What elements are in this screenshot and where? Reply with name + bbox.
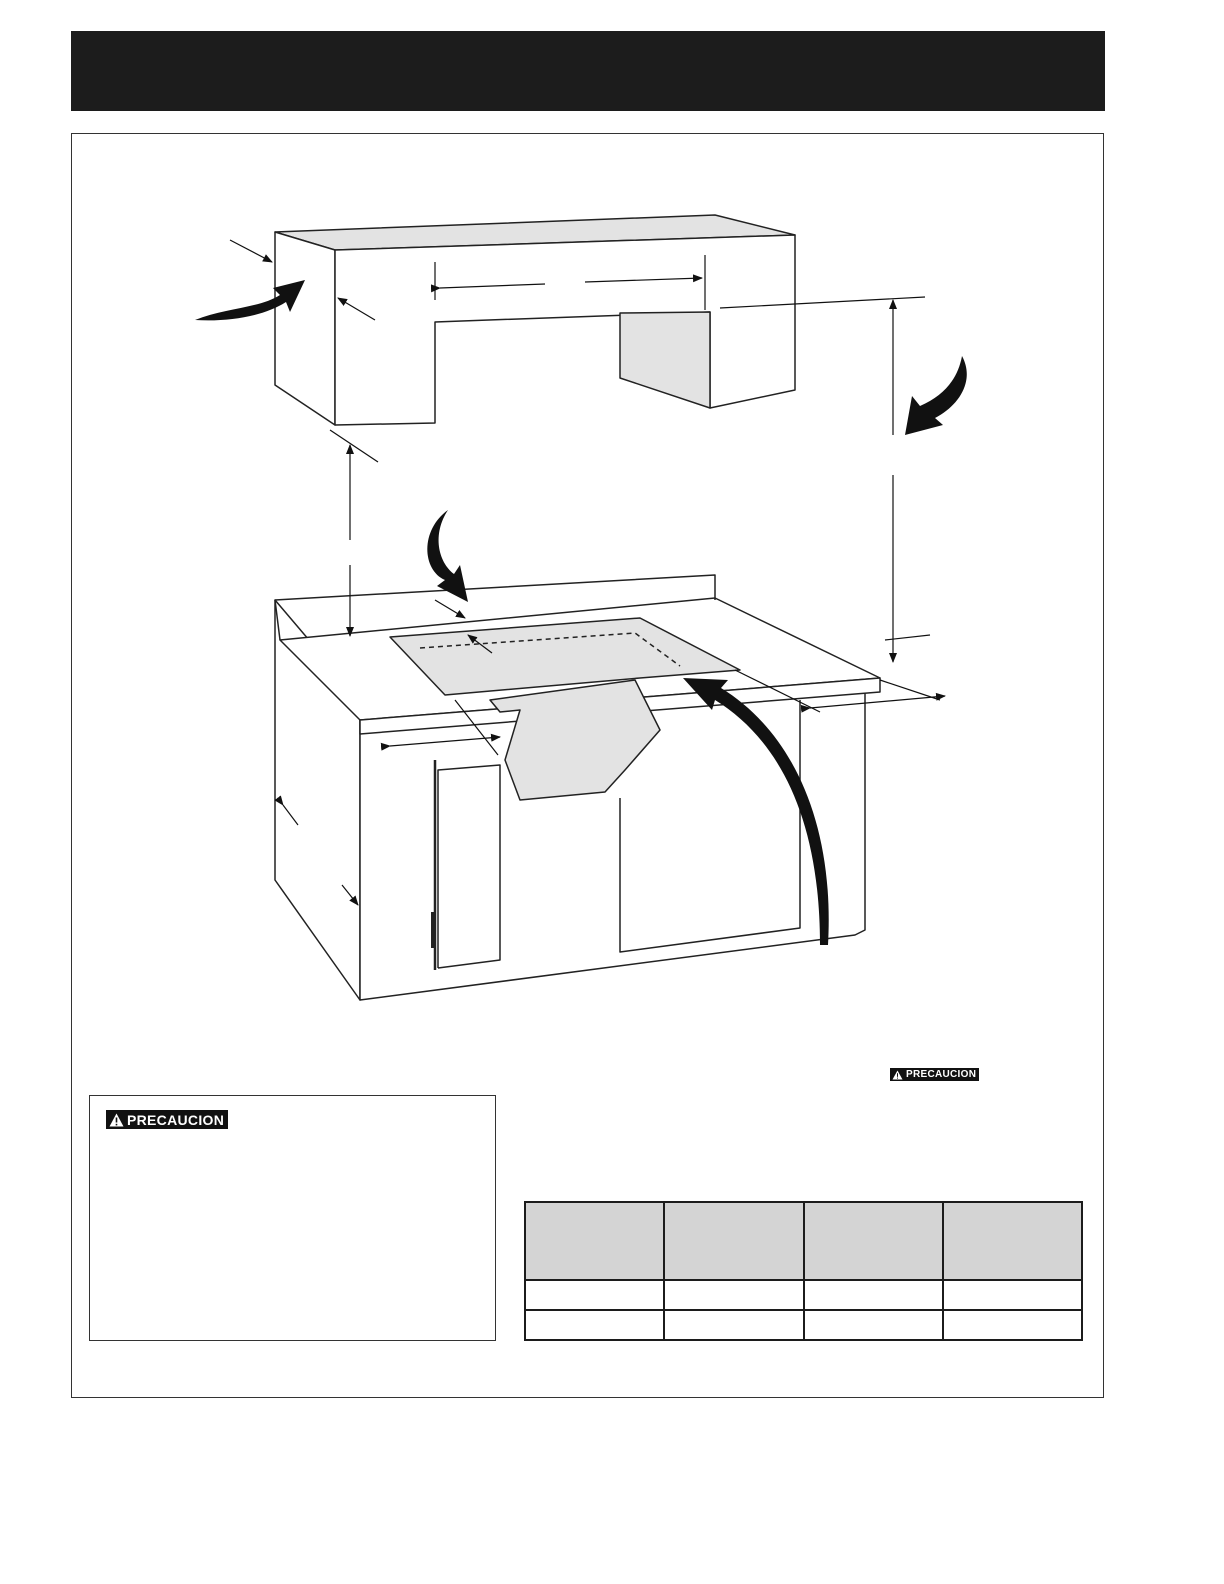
- warning-icon: [892, 1070, 903, 1080]
- table-cell: [804, 1310, 943, 1340]
- table-cell: [525, 1280, 664, 1310]
- table-header-cell: [943, 1202, 1082, 1280]
- table-header-row: [525, 1202, 1082, 1280]
- caution-badge: [106, 1110, 228, 1129]
- warning-icon: [109, 1113, 124, 1127]
- spec-table: [524, 1201, 1083, 1341]
- caution-badge-label: PRECAUCION: [906, 1069, 977, 1080]
- table-row: [525, 1310, 1082, 1340]
- table-header-cell: [664, 1202, 803, 1280]
- table-cell: [664, 1310, 803, 1340]
- table-cell: [525, 1310, 664, 1340]
- table-cell: [943, 1280, 1082, 1310]
- caution-badge-small: [890, 1068, 979, 1081]
- table-cell: [943, 1310, 1082, 1340]
- installation-diagram: [180, 200, 980, 1020]
- header-bar: [71, 31, 1105, 111]
- base-cabinet: [275, 575, 880, 1000]
- table-cell: [804, 1280, 943, 1310]
- upper-cabinet: [275, 215, 795, 425]
- table-cell: [664, 1280, 803, 1310]
- caution-badge-label: PRECAUCION: [127, 1111, 225, 1128]
- caution-box: [89, 1095, 496, 1341]
- table-row: [525, 1280, 1082, 1310]
- table-header-cell: [804, 1202, 943, 1280]
- table-header-cell: [525, 1202, 664, 1280]
